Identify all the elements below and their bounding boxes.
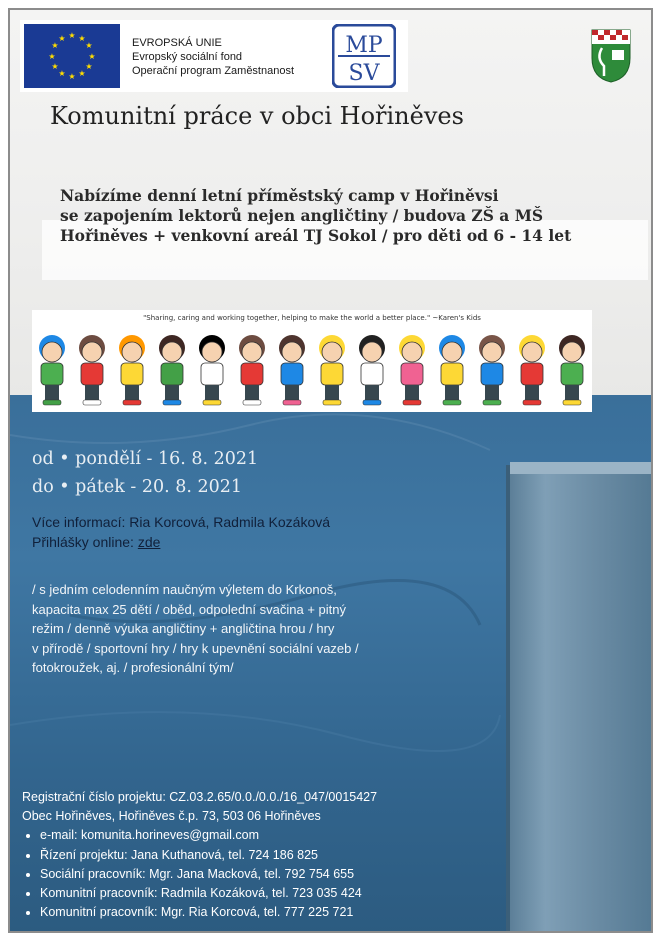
wall-panel — [510, 465, 651, 933]
municipality-address: Obec Hořiněves, Hořiněves č.p. 73, 503 06 Hořiněves — [22, 809, 321, 824]
child-figure — [199, 335, 225, 405]
poster — [8, 8, 653, 933]
svg-text:★: ★ — [78, 34, 86, 43]
svg-text:★: ★ — [68, 31, 76, 40]
project-footer — [22, 788, 377, 922]
camp-details — [32, 580, 472, 678]
child-figure — [559, 335, 585, 405]
intro-line: Nabízíme denní letní příměstský camp v Hořiněvsi — [60, 186, 499, 205]
eu-line: Evropský sociální fond — [132, 51, 243, 63]
svg-text:★: ★ — [58, 69, 66, 78]
contact-info — [32, 512, 330, 552]
svg-text:★: ★ — [51, 41, 59, 50]
eu-program-text — [132, 36, 294, 78]
child-figure — [39, 335, 65, 405]
svg-text:★: ★ — [58, 34, 66, 43]
details-line: / s jedním celodenním naučným výletem do Krkonoš, — [32, 582, 337, 597]
svg-text:★: ★ — [85, 41, 93, 50]
wall-panel-top — [510, 462, 651, 474]
page-title: Komunitní práce v obci Hořiněves — [50, 102, 464, 130]
details-line: kapacita max 25 dětí / oběd, odpolední svačina + pitný — [32, 601, 347, 617]
child-figure — [159, 335, 185, 405]
registration-number: Registrační číslo projektu: CZ.03.2.65/0.0./0.0./16_047/0015427 — [22, 790, 378, 804]
intro-line: Hořiněves + venkovní areál TJ Sokol / pro děti od 6 - 14 let — [60, 226, 572, 245]
svg-text:★: ★ — [78, 69, 86, 78]
signup-link[interactable]: zde — [137, 534, 161, 550]
signup-line — [32, 532, 330, 552]
svg-text:★: ★ — [85, 62, 93, 71]
eu-flag-logo — [24, 24, 120, 88]
mpsv-bottom-text: SV — [348, 61, 380, 86]
contact-item: • Komunitní pracovník: Radmila Kozáková, tel. 723 035 424 — [40, 884, 377, 903]
child-figure — [439, 335, 465, 405]
mpsv-top-text: MP — [345, 33, 383, 58]
details-line: v přírodě / sportovní hry / hry k upevnění sociální vazeb / — [32, 640, 359, 656]
intro-text — [60, 186, 571, 246]
svg-text:★: ★ — [51, 62, 59, 71]
details-line: režim / denně výuka angličtiny + angličtina hrou / hry — [32, 621, 335, 636]
child-figure — [479, 335, 505, 405]
child-figure — [359, 335, 385, 405]
svg-text:★: ★ — [88, 52, 96, 61]
date-from: od • pondělí - 16. 8. 2021 — [32, 449, 259, 469]
contact-list — [22, 826, 377, 922]
mpsv-logo — [332, 24, 396, 88]
contact-item: • Řízení projektu: Jana Kuthanová, tel. 724 186 825 — [40, 846, 377, 865]
child-figure — [119, 335, 145, 405]
child-figure — [239, 335, 265, 405]
svg-text:★: ★ — [48, 52, 56, 61]
svg-text:★: ★ — [68, 72, 76, 81]
signup-label: Přihlášky online: — [32, 534, 134, 550]
kids-banner-quote: "Sharing, caring and working together, helping to make the world a better place." ~Karen's Kids — [143, 314, 481, 322]
eu-line: EVROPSKÁ UNIE — [132, 37, 222, 49]
contact-item: • Komunitní pracovník: Mgr. Ria Korcová, tel. 777 225 721 — [40, 903, 377, 922]
child-figure — [399, 335, 425, 405]
kids-banner — [32, 310, 592, 412]
intro-line: se zapojením lektorů nejen angličtiny / budova ZŠ a MŠ — [60, 206, 544, 225]
eu-line: Operační program Zaměstnanost — [132, 65, 295, 77]
contact-item: • Sociální pracovník: Mgr. Jana Macková, tel. 792 754 655 — [40, 865, 377, 884]
child-figure — [319, 335, 345, 405]
more-info-text: Více informací: Ria Korcová, Radmila Kozáková — [32, 514, 331, 530]
camp-dates — [32, 445, 258, 501]
child-figure — [279, 335, 305, 405]
child-figure — [519, 335, 545, 405]
kids-illustration — [32, 310, 592, 412]
child-figure — [79, 335, 105, 405]
contact-item: • e-mail: komunita.horineves@gmail.com — [40, 826, 377, 845]
details-line: fotokroužek, aj. / profesionální tým/ — [32, 660, 234, 675]
municipality-crest-icon — [590, 28, 632, 84]
date-to: do • pátek - 20. 8. 2021 — [32, 477, 243, 497]
